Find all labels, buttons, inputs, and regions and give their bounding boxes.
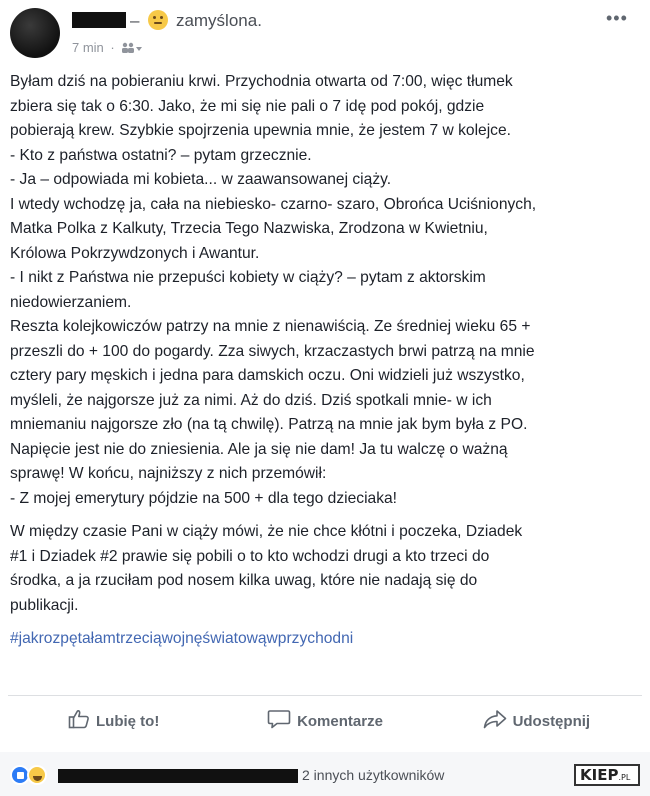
friends-audience-icon[interactable] (121, 42, 143, 57)
post-line: Matka Polka z Kalkuty, Trzecia Tego Nazwiska, Zrodzona w Kwietniu, (10, 220, 488, 237)
post-line: mniemaniu najgorsze zło (na tą chwilę). Patrzą na mnie jak bym była z PO. (10, 416, 528, 433)
meta-dot: · (110, 40, 115, 55)
post-line: środka, a ja rzuciłam pod nosem kilka uwag, które nie nadają się do (10, 572, 478, 589)
feeling-emoji-icon (148, 10, 168, 30)
watermark-sub: .PL (618, 773, 631, 782)
post-line: W między czasie Pani w ciąży mówi, że nie chce kłótni i poczeka, Dziadek (10, 523, 523, 540)
post-line: - Ja – odpowiada mi kobieta... w zaawansowanej ciąży. (10, 171, 392, 188)
post-line: zbiera się tak o 6:30. Jako, że mi się nie pali o 7 idę pod pokój, gdzie (10, 97, 485, 115)
post-line: - I nikt z Państwa nie przepuści kobiety w ciąży? – pytam z aktorskim (10, 269, 486, 286)
post-body (10, 70, 640, 652)
post-line: - Z mojej emerytury pójdzie na 500 + dla tego dzieciaka! (10, 489, 398, 507)
like-label: Lubię to! (96, 712, 160, 730)
post-line: cztery pary męskich i jedna para damskich oczu. Oni widzieli już wszystko, (10, 367, 525, 384)
post-line: pobierają krew. Szybkie spojrzenia upewnia mnie, że jestem 7 w kolejce. (10, 122, 511, 139)
post-meta (72, 40, 143, 57)
share-label: Udostępnij (512, 712, 591, 730)
hashtag-link[interactable]: #jakrozpętałamtrzeciąwojnęświatowąwprzychodni (10, 630, 354, 647)
comment-label: Komentarze (297, 712, 383, 730)
paragraph-gap (10, 511, 640, 520)
post-line: - Kto z państwa ostatni? – pytam grzecznie. (10, 146, 312, 164)
post-header (130, 10, 262, 31)
action-bar (8, 703, 642, 739)
watermark-main: KIEP (580, 766, 619, 784)
like-button[interactable] (8, 703, 219, 739)
post-line: I wtedy wchodzę ja, cała na niebiesko- czarno- szaro, Obrońca Uciśnionych, (10, 195, 537, 213)
paragraph-gap (10, 618, 640, 627)
feeling-text: zamyślona. (175, 11, 262, 30)
share-button[interactable] (431, 703, 642, 739)
divider (8, 695, 642, 696)
comment-icon (267, 709, 297, 733)
post-line: Reszta kolejkowiczów patrzy na mnie z nienawiścią. Ze średniej wieku 65 + (10, 318, 531, 335)
post-line: niedowierzaniem. (10, 293, 132, 311)
post-line: przeszli do + 100 do pogardy. Zza siwych, krzaczastych brwi patrzą na mnie (10, 342, 535, 360)
share-arrow-icon (483, 709, 513, 733)
post-line: Byłam dziś na pobieraniu krwi. Przychodnia otwarta od 7:00, więc tłumek (10, 73, 513, 90)
redacted-reactor-names[interactable] (58, 769, 298, 783)
post-line: Królowa Pokrzywdzonych i Awantur. (10, 244, 260, 262)
post-line: sprawę! W końcu, najniższy z nich przemówił: (10, 465, 327, 482)
post-line: publikacji. (10, 596, 79, 614)
haha-reaction-icon[interactable] (27, 765, 47, 785)
thumbs-up-icon (68, 709, 96, 733)
post-line: #1 i Dziadek #2 prawie się pobili o to kto wchodzi drugi a kto trzeci do (10, 547, 490, 565)
reactions-summary (0, 752, 650, 796)
more-options-icon[interactable]: ••• (606, 8, 628, 28)
post-line: Napięcie jest nie do zniesienia. Ale ja się nie dam! Ja tu walczę o ważną (10, 440, 508, 458)
redacted-author-name[interactable] (72, 12, 126, 28)
others-count[interactable]: 2 innych użytkowników (302, 767, 445, 783)
kiep-watermark-logo (574, 764, 640, 786)
comment-button[interactable] (219, 703, 430, 739)
avatar[interactable] (10, 8, 60, 58)
post-line: myśleli, że najgorsze już za nimi. Aż do dziś. Dziś spotkali mnie- w ich (10, 391, 492, 409)
timestamp[interactable]: 7 min (72, 40, 104, 55)
header-separator: – (130, 11, 140, 30)
